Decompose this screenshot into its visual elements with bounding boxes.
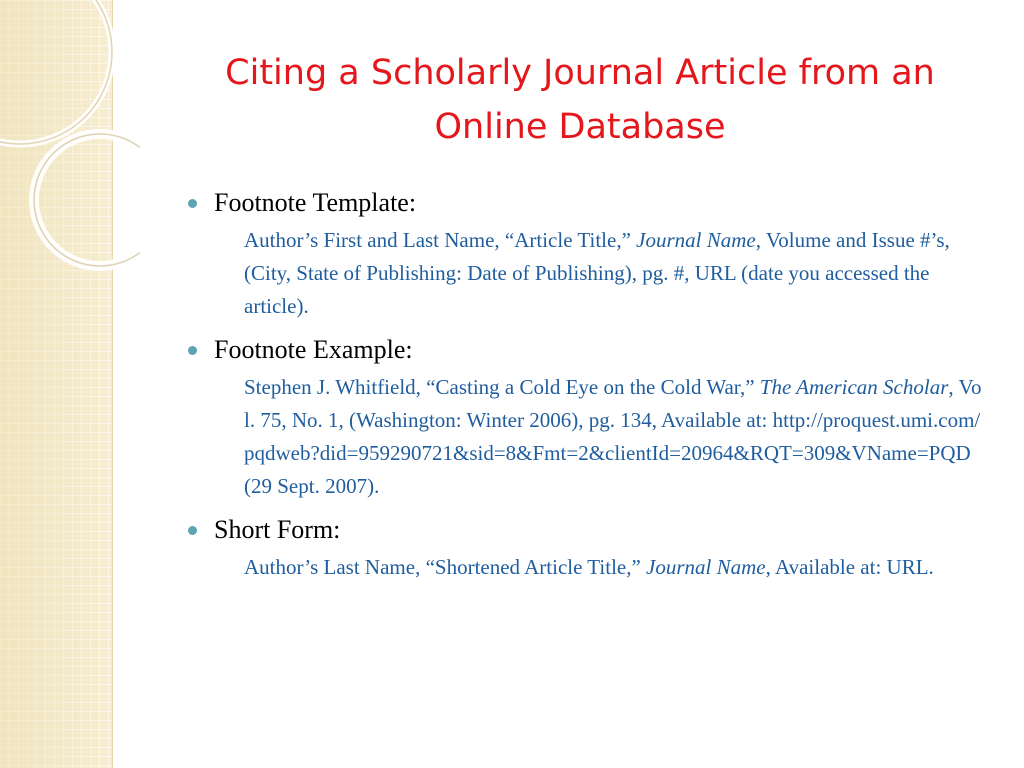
heading-short-form: Short Form: — [214, 515, 341, 544]
footnote-example-text: Stephen J. Whitfield, “Casting a Cold Eye on the Cold War,” The American Scholar, Vol. 75, No. 1, (Washington: Winter 2006), pg. 134, Available at: http://proquest.umi.com/pqdweb?did=959290721&sid=8&Fmt=2&clientId=20964&RQT=309&VName=PQD (29 Sept. 2007). — [244, 375, 982, 498]
bullet-short-form — [186, 513, 986, 547]
title-line-1: Citing a Scholarly Journal Article from an — [225, 53, 935, 93]
heading-footnote-example: Footnote Example: — [214, 335, 413, 364]
section-short-form — [186, 513, 986, 584]
section-footnote-template — [186, 186, 986, 323]
title-line-2: Online Database — [434, 107, 726, 147]
slide-content — [186, 186, 986, 594]
short-form-text: Author’s Last Name, “Shortened Article Title,” Journal Name, Available at: URL. — [244, 555, 934, 579]
bullet-dot-icon — [188, 526, 197, 535]
heading-footnote-template: Footnote Template: — [214, 188, 417, 217]
bullet-dot-icon — [188, 346, 197, 355]
footnote-template-text: Author’s First and Last Name, “Article Title,” Journal Name, Volume and Issue #’s, (City, State of Publishing: Date of Publishing), pg. #, URL (date you accessed the article). — [244, 228, 950, 318]
section-footnote-example — [186, 333, 986, 503]
bullet-footnote-example — [186, 333, 986, 367]
bullet-dot-icon — [188, 199, 197, 208]
bullet-footnote-template — [186, 186, 986, 220]
decorative-rings-graphic — [0, 0, 140, 330]
slide-title — [160, 46, 1000, 154]
